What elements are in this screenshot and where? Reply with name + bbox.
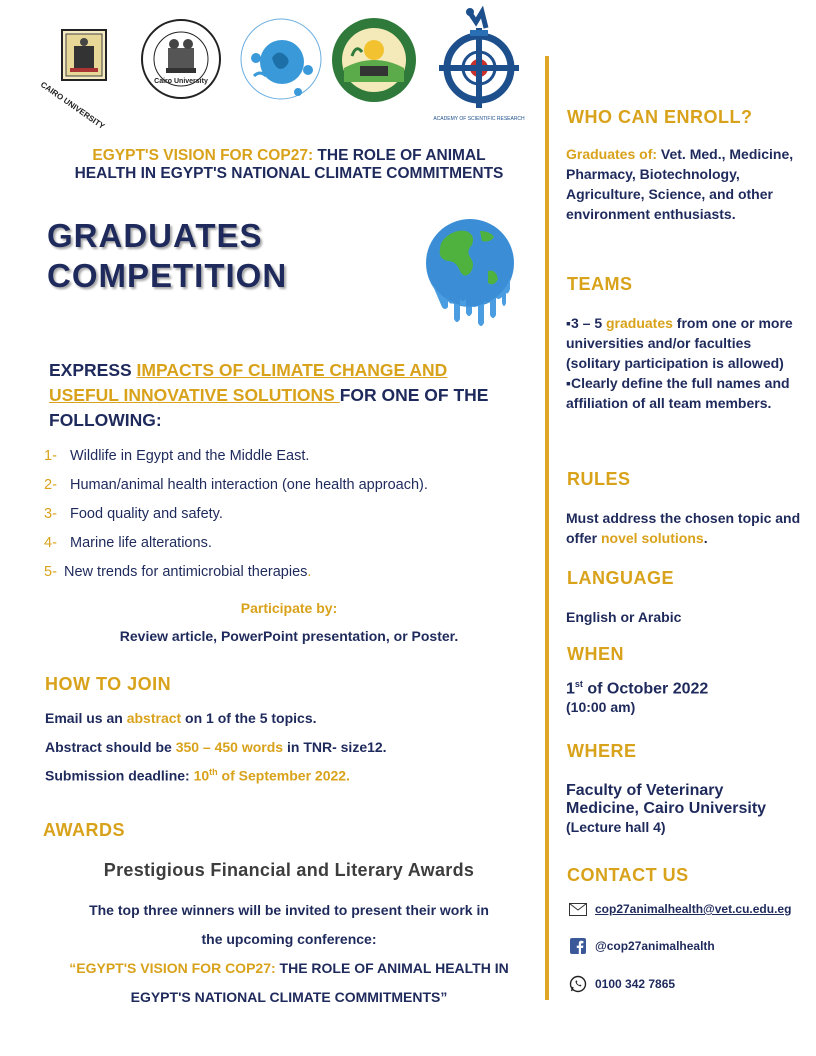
cairo-university-logo-text: CAIRO UNIVERSITY	[38, 80, 107, 131]
teams-heading: TEAMS	[567, 274, 633, 294]
join-line-3	[45, 767, 350, 784]
awards-quote-line-1	[44, 954, 534, 983]
contact-email-row	[567, 902, 791, 916]
enroll-gold: Graduates of:	[566, 146, 658, 162]
join-line-3-pre: Submission deadline:	[45, 767, 194, 784]
subtitle-gold: EGYPT'S VISION FOR COP27:	[92, 147, 314, 164]
list-item	[44, 564, 428, 593]
rules-heading: RULES	[567, 469, 631, 489]
awards-heading: AWARDS	[43, 820, 126, 840]
when-day: 1	[566, 680, 575, 698]
topic-tail: .	[307, 564, 312, 580]
express-underlined: IMPACTS OF CLIMATE CHANGE AND USEFUL INNOVATIVE SOLUTIONS	[49, 360, 448, 405]
page-title	[47, 216, 287, 296]
awards-text	[44, 896, 534, 1012]
join-line-3-sup: th	[209, 767, 218, 777]
topic-text: Marine life alterations.	[70, 535, 212, 551]
whatsapp-icon	[567, 975, 589, 993]
join-line-2-post: in TNR- size12.	[283, 739, 387, 755]
when-heading: WHEN	[567, 644, 624, 664]
teams-item-2: ▪Clearly define the full names and affiliation of all team members.	[566, 375, 790, 411]
event-subtitle	[44, 147, 534, 183]
academy-scientific-research-logo	[433, 6, 525, 122]
topic-number: 1-	[44, 448, 57, 464]
enroll-body: Vet. Med., Medicine, Pharmacy, Biotechnology, Agriculture, Science, and other environment enthusiasts.	[566, 146, 794, 222]
awards-quote-navy: THE ROLE OF ANIMAL HEALTH IN	[275, 960, 509, 976]
contact-email-link[interactable]: cop27animalhealth@vet.cu.edu.eg	[595, 902, 792, 916]
list-item	[44, 448, 428, 477]
enroll-text	[566, 144, 811, 224]
contact-phone-row	[567, 975, 675, 993]
column-divider	[545, 56, 549, 1000]
join-line-1-pre: Email us an	[45, 710, 127, 726]
teams-text	[566, 313, 806, 413]
topic-text: Human/animal health interaction (one health approach).	[70, 477, 428, 493]
melting-globe-icon	[424, 217, 516, 342]
participate-text: Review article, PowerPoint presentation, or Poster.	[119, 628, 459, 644]
topic-number: 2-	[44, 477, 57, 493]
subtitle-navy-2: HEALTH IN EGYPT'S NATIONAL CLIMATE COMMITMENTS	[74, 165, 504, 182]
language-text: English or Arabic	[566, 609, 682, 625]
topic-text: New trends for antimicrobial therapies	[64, 564, 308, 580]
express-post: FOR ONE OF THE FOLLOWING:	[49, 385, 489, 430]
awards-title: Prestigious Financial and Literary Awards	[103, 860, 475, 880]
join-line-3-post: of September 2022.	[217, 767, 350, 784]
awards-quote-line-2: EGYPT'S NATIONAL CLIMATE COMMITMENTS”	[130, 989, 448, 1005]
rules-post: .	[703, 530, 708, 546]
topic-number: 5-	[44, 564, 57, 580]
title-line-2: COMPETITION	[47, 257, 288, 294]
facebook-icon	[567, 938, 589, 954]
language-heading: LANGUAGE	[567, 568, 674, 588]
join-line-2-pre: Abstract should be	[45, 739, 176, 755]
rules-pre: Must address the chosen topic and offer	[566, 510, 801, 546]
how-to-join-heading: HOW TO JOIN	[45, 674, 172, 694]
contact-phone-number[interactable]: 0100 342 7865	[595, 977, 676, 991]
teams-1-gold: graduates	[606, 315, 673, 331]
awards-quote-gold: “EGYPT'S VISION FOR COP27:	[69, 960, 276, 976]
list-item	[44, 477, 428, 506]
contact-facebook-row	[567, 938, 715, 954]
cairo-university-logo	[38, 18, 124, 131]
topic-number: 4-	[44, 535, 57, 551]
express-heading	[49, 358, 519, 433]
teams-item-1	[566, 313, 806, 373]
teams-1-post: from one or more universities and/or faculties (solitary participation is allowed)	[566, 315, 793, 371]
topics-list	[44, 448, 428, 593]
join-line-2-gold: 350 – 450 words	[175, 739, 284, 755]
join-line-1	[45, 710, 317, 726]
join-line-1-post: on 1 of the 5 topics.	[181, 710, 317, 726]
participate-heading: Participate by:	[240, 600, 338, 616]
where-line-3: (Lecture hall 4)	[566, 819, 666, 835]
topic-text: Wildlife in Egypt and the Middle East.	[70, 448, 310, 464]
join-line-3-gold: 10	[193, 767, 210, 784]
join-line-2	[45, 739, 387, 755]
faculty-vet-medicine-logo	[140, 18, 222, 100]
faculty-logo-bottom-text: Cairo University	[154, 78, 208, 85]
cop27-animal-health-logo	[236, 14, 326, 104]
teams-1-pre: ▪3 – 5	[566, 315, 606, 331]
when-sup: st	[574, 679, 583, 689]
national-academy-logo	[330, 16, 418, 104]
where-line-1: Faculty of Veterinary	[566, 782, 724, 799]
title-line-1: GRADUATES	[47, 217, 263, 254]
rules-text	[566, 508, 806, 548]
when-date-rest: of October 2022	[582, 680, 709, 698]
when-time: (10:00 am)	[566, 699, 636, 715]
where-text	[566, 782, 811, 836]
express-pre: EXPRESS	[49, 360, 137, 380]
list-item	[44, 506, 428, 535]
when-date	[566, 679, 811, 698]
awards-line-1: The top three winners will be invited to present their work in	[89, 902, 489, 918]
academy-logo-text: ACADEMY OF SCIENTIFIC RESEARCH	[433, 116, 525, 122]
topic-text: Food quality and safety.	[70, 506, 223, 522]
contact-facebook-handle[interactable]: @cop27animalhealth	[595, 939, 715, 953]
where-heading: WHERE	[567, 741, 637, 761]
rules-gold: novel solutions	[601, 530, 704, 546]
list-item	[44, 535, 428, 564]
contact-heading: CONTACT US	[567, 865, 689, 885]
awards-line-2: the upcoming conference:	[201, 931, 377, 947]
enroll-heading: WHO CAN ENROLL?	[567, 107, 753, 127]
topic-number: 3-	[44, 506, 57, 522]
join-line-1-gold: abstract	[126, 710, 182, 726]
where-line-2: Medicine, Cairo University	[566, 800, 767, 817]
mail-icon	[567, 903, 589, 916]
subtitle-navy-1: THE ROLE OF ANIMAL	[313, 147, 486, 164]
